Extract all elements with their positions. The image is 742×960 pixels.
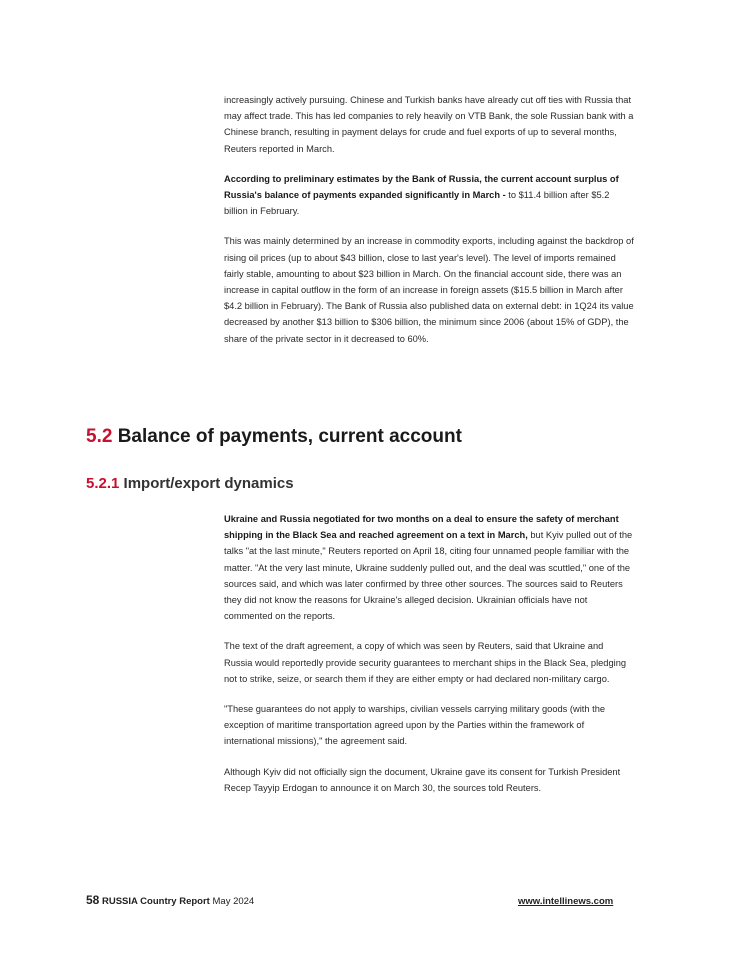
subsection-heading bbox=[86, 475, 294, 492]
paragraph-text: but Kyiv pulled out of the talks "at the last minute," Reuters reported on April 18, citing four unnamed people familiar with the matter. "At the very last minute, Ukraine suddenly pulled out, and the deal was scuttled," one of the sources said, and which was later confirmed by three other sources. The sources said to Reuters they did not know the reasons for Ukraine's alleged decision. Ukrainian officials have not commented on the reports. bbox=[224, 530, 633, 622]
paragraph: Although Kyiv did not officially sign the document, Ukraine gave its consent for Turkish President Recep Tayyip Erdogan to announce it on March 30, the sources told Reuters. bbox=[224, 766, 621, 793]
subsection-title: Import/export dynamics bbox=[123, 475, 294, 492]
paragraph: "These guarantees do not apply to warships, civilian vessels carrying military goods (with the exception of maritime transportation agreed upon by the Parties within the framework of international missions)," the agreement said. bbox=[224, 704, 606, 747]
subsection-number: 5.2.1 bbox=[86, 475, 120, 492]
bold-lead: According to preliminary estimates by the Bank of Russia, the current account surplus of Russia's balance of payments expanded significantly in March - bbox=[224, 173, 619, 201]
page-number: 58 bbox=[86, 893, 100, 907]
section-heading bbox=[86, 426, 462, 448]
paragraph: This was mainly determined by an increase in commodity exports, including against the backdrop of rising oil prices (up to about $43 billion, close to last year's level). The level of imports remained fairly stable, amounting to about $23 billion in March. On the financial account side, there was an increase in capital outflow in the form of an increase in foreign assets ($15.5 billion in March after $4.2 billion in February). The Bank of Russia also published data on external debt: in 1Q24 its value decreased by another $13 billion to $306 billion, the minimum since 2006 (about 15% of GDP), the share of the private sector in it decreased to 60%. bbox=[224, 236, 634, 344]
paragraph bbox=[224, 171, 634, 220]
paragraph-text: to $11.4 billion after $5.2 billion in February. bbox=[224, 190, 610, 217]
bold-lead: Ukraine and Russia negotiated for two months on a deal to ensure the safety of merchant shipping in the Black Sea and reached agreement on a text in March, bbox=[224, 514, 619, 541]
footer-report-info bbox=[86, 893, 254, 907]
report-brand: RUSSIA Country Report bbox=[102, 896, 210, 907]
paragraph: increasingly actively pursuing. Chinese and Turkish banks have already cut off ties with Russia that may affect trade. This has led companies to rely heavily on VTB Bank, the sole Russian bank with a Chinese branch, resulting in payment delays for crude and fuel exports of up to several months, Reuters reported in March. bbox=[224, 95, 634, 154]
top-text-column bbox=[224, 92, 634, 361]
report-date: May 2024 bbox=[212, 896, 255, 907]
section-title: Balance of payments, current account bbox=[117, 426, 462, 447]
section-number: 5.2 bbox=[86, 426, 113, 447]
bottom-text-column bbox=[224, 511, 634, 810]
paragraph bbox=[224, 511, 634, 624]
website-link[interactable]: www.intellinews.com bbox=[518, 896, 614, 907]
paragraph: The text of the draft agreement, a copy of which was seen by Reuters, said that Ukraine and Russia would reportedly provide security guarantees to merchant ships in the Black Sea, pledging not to strike, seize, or search them if they are either empty or had declared non-military cargo. bbox=[224, 641, 627, 684]
